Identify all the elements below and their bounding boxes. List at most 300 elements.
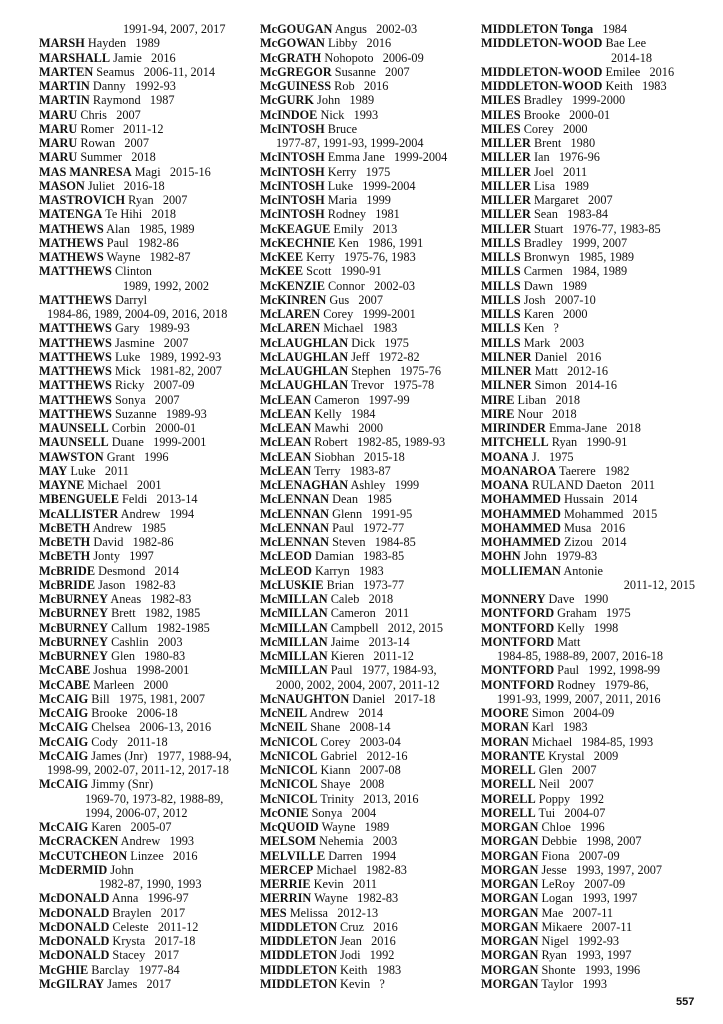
entry-details: Celeste 2011-12	[109, 919, 199, 934]
entry-details: Corey 2003-04	[317, 734, 401, 749]
entry-details: Mark 2003	[520, 335, 585, 350]
index-entry	[260, 792, 478, 806]
index-entry	[481, 720, 695, 734]
entry-details: Nohopoto 2006-09	[321, 50, 424, 65]
index-entry	[39, 250, 257, 264]
entry-surname: MATENGA	[39, 207, 103, 222]
entry-surname: MIRINDER	[481, 421, 546, 435]
index-entry	[481, 963, 695, 977]
entry-surname: MATTHEWS	[39, 335, 112, 350]
entry-surname: MILLS	[481, 278, 521, 293]
entry-surname: MILES	[481, 107, 521, 122]
index-entry	[481, 136, 695, 150]
index-entry	[260, 735, 478, 749]
index-entry	[260, 663, 478, 677]
index-entry-continuation: 1969-70, 1973-82, 1988-89,	[85, 791, 224, 806]
entry-surname: McQUOID	[260, 820, 319, 834]
index-entry	[481, 592, 695, 606]
index-entry	[260, 193, 478, 207]
entry-details: Susanne 2007	[331, 64, 410, 79]
entry-surname: MORGAN	[481, 862, 539, 877]
index-entry	[39, 948, 257, 962]
entry-details: Logan 1993, 1997	[538, 891, 638, 906]
entry-surname: MILLS	[481, 292, 521, 307]
entry-details: Ryan 1993, 1997	[538, 948, 632, 963]
index-entry	[481, 79, 695, 93]
index-entry	[39, 692, 257, 706]
entry-surname: McBRIDE	[39, 563, 96, 578]
index-entry	[39, 478, 257, 492]
entry-surname: McDONALD	[39, 934, 110, 948]
index-entry	[39, 293, 257, 307]
entry-details: Gabriel 2012-16	[317, 748, 408, 763]
entry-surname: McLEAN	[260, 435, 312, 450]
entry-surname: MILLER	[481, 136, 531, 150]
entry-details: Andrew 1994	[118, 506, 195, 521]
index-entry	[260, 336, 478, 350]
entry-surname: McCRACKEN	[39, 834, 119, 849]
entry-surname: MOHAMMED	[481, 492, 561, 507]
index-entry	[481, 521, 695, 535]
entry-surname: MORELL	[481, 805, 536, 820]
index-entry	[481, 635, 695, 649]
entry-details: Callum 1982-1985	[108, 620, 210, 635]
entry-surname: MILES	[481, 93, 521, 108]
entry-details: Dick 1975	[348, 335, 409, 350]
index-entry	[260, 207, 478, 221]
entry-details: Fiona 2007-09	[538, 848, 620, 863]
entry-surname: MORGAN	[481, 905, 539, 920]
entry-details: Nehemia 2003	[316, 834, 398, 849]
entry-surname: McCAIG	[39, 777, 89, 792]
entry-surname: MARSH	[39, 36, 85, 51]
entry-details: Darryl	[111, 292, 148, 307]
entry-details: Brooke 2006-18	[88, 706, 178, 720]
entry-details: Brooke 2000-01	[520, 107, 611, 122]
index-entry	[39, 849, 257, 863]
index-entry	[260, 321, 478, 335]
entry-details: Karen 2000	[520, 307, 588, 321]
entry-surname: McNAUGHTON	[260, 691, 350, 706]
entry-details: Jasmine 2007	[111, 335, 189, 350]
index-entry	[39, 51, 257, 65]
entry-details: Matt 2012-16	[531, 364, 609, 378]
entry-surname: MARTIN	[39, 93, 90, 108]
index-entry	[39, 535, 257, 549]
entry-details: Gary 1989-93	[111, 321, 190, 336]
entry-surname: MONTFORD	[481, 620, 555, 635]
entry-surname: McINTOSH	[260, 121, 325, 136]
entry-details: Andrew 2014	[307, 706, 383, 720]
entry-details: J. 1975	[528, 449, 574, 464]
entry-details: Corey 2000	[520, 121, 588, 136]
entry-details: Hussain 2014	[560, 492, 638, 507]
entry-surname: MILLER	[481, 164, 531, 179]
index-entry	[260, 720, 478, 734]
entry-details: Aneas 1982-83	[108, 592, 192, 606]
index-entry	[39, 521, 257, 535]
entry-details: Taerere 1982	[556, 463, 630, 478]
entry-details: John 1989	[313, 93, 375, 108]
entry-details: Jamie 2016	[110, 50, 176, 65]
entry-surname: McGREGOR	[260, 64, 332, 79]
entry-details: LeRoy 2007-09	[538, 877, 626, 891]
entry-surname: MIRE	[481, 392, 515, 407]
index-entry	[260, 378, 478, 392]
entry-details: Ryan 1990-91	[548, 435, 628, 450]
entry-details: John 1979-83	[520, 549, 598, 564]
index-entry-continuation: 2014-18	[611, 50, 652, 65]
entry-details: Neil 2007	[535, 777, 594, 792]
index-entry	[39, 136, 257, 150]
entry-details: Darren 1994	[325, 848, 397, 863]
index-entry	[260, 948, 478, 962]
entry-surname: McNICOL	[260, 748, 318, 763]
index-entry-continuation: 1998-99, 2002-07, 2011-12, 2017-18	[47, 763, 229, 777]
index-entry	[39, 336, 257, 350]
index-entry	[481, 350, 695, 364]
index-entry	[39, 393, 257, 407]
index-entry	[481, 877, 695, 891]
index-entry	[481, 321, 695, 335]
entry-surname: McCUTCHEON	[39, 848, 128, 863]
index-entry	[260, 649, 478, 663]
entry-details: Suzanne 1989-93	[111, 406, 207, 421]
index-entry	[39, 621, 257, 635]
entry-surname: MATTHEWS	[39, 364, 112, 378]
entry-surname: McLEAN	[260, 406, 312, 421]
entry-surname: MERRIE	[260, 877, 311, 891]
entry-details: Bruce	[324, 121, 358, 136]
entry-surname: MILLS	[481, 321, 521, 336]
entry-details: Antonie	[560, 563, 603, 578]
entry-surname: McCAIG	[39, 706, 89, 720]
index-entry	[481, 450, 695, 464]
entry-details: Luke 2011	[67, 463, 129, 478]
entry-details: Mick 1981-82, 2007	[111, 364, 222, 378]
entry-surname: McNEIL	[260, 706, 308, 720]
entry-surname: McMILLAN	[260, 649, 328, 663]
entry-details: Jeff 1972-82	[348, 349, 420, 364]
index-entry	[260, 450, 478, 464]
index-entry	[260, 293, 478, 307]
entry-details: Dawn 1989	[520, 278, 587, 293]
entry-details: RULAND Daeton 2011	[528, 478, 656, 492]
entry-details: Marleen 2000	[90, 677, 169, 692]
index-entry	[481, 906, 695, 920]
index-entry	[481, 22, 695, 36]
entry-surname: McLENNAN	[260, 535, 329, 549]
index-entry	[260, 250, 478, 264]
entry-surname: McBURNEY	[39, 592, 108, 606]
index-entry	[481, 293, 695, 307]
entry-details: Matt	[554, 634, 581, 649]
entry-details: Nigel 1992-93	[538, 934, 619, 948]
index-entry	[260, 706, 478, 720]
entry-surname: MORGAN	[481, 934, 539, 948]
entry-surname: MILLS	[481, 335, 521, 350]
entry-surname: MORGAN	[481, 948, 539, 963]
entry-surname: MIDDLETON	[260, 948, 337, 963]
index-entry	[260, 492, 478, 506]
index-entry	[481, 478, 695, 492]
index-entry	[481, 606, 695, 620]
entry-details: Terry 1983-87	[311, 463, 391, 478]
index-entry	[481, 663, 695, 677]
entry-details: Corbin 2000-01	[108, 421, 197, 435]
entry-details: Siobhan 2015-18	[311, 449, 405, 464]
entry-surname: MERRIN	[260, 891, 312, 906]
entry-details: Barclay 1977-84	[88, 962, 180, 977]
entry-surname: McLAREN	[260, 321, 321, 336]
entry-details: Emily 2013	[330, 221, 398, 236]
entry-details: Rodney 1981	[324, 207, 400, 222]
index-entry	[39, 920, 257, 934]
index-entry	[481, 549, 695, 563]
index-entry	[481, 792, 695, 806]
entry-surname: McKENZIE	[260, 278, 325, 293]
entry-details: Andrew 1993	[118, 834, 195, 849]
entry-surname: McBURNEY	[39, 634, 108, 649]
index-entry	[39, 720, 257, 734]
entry-details: Chelsea 2006-13, 2016	[88, 720, 212, 735]
entry-surname: MOORE	[481, 706, 529, 720]
index-entry	[481, 364, 695, 378]
entry-details: Karryn 1983	[311, 563, 384, 578]
entry-surname: MILLS	[481, 235, 521, 250]
index-entry	[481, 820, 695, 834]
entry-surname: McNICOL	[260, 763, 318, 777]
entry-details: Magi 2015-16	[131, 164, 211, 179]
index-entry	[260, 635, 478, 649]
entry-details: Seamus 2006-11, 2014	[93, 64, 216, 79]
entry-surname: McBETH	[39, 549, 91, 564]
entry-details: Zizou 2014	[560, 535, 627, 549]
entry-surname: McINTOSH	[260, 193, 325, 207]
entry-surname: MIDDLETON-WOOD	[481, 79, 603, 93]
index-entry	[481, 165, 695, 179]
entry-surname: McALLISTER	[39, 506, 119, 521]
index-entry-continuation: 1982-87, 1990, 1993	[99, 877, 202, 891]
entry-details: Bae Lee	[602, 36, 647, 51]
index-entry	[481, 806, 695, 820]
entry-surname: MATTHEWS	[39, 378, 112, 393]
page-number: 557	[676, 996, 695, 1008]
entry-surname: McBURNEY	[39, 606, 108, 621]
index-entry	[39, 492, 257, 506]
entry-details: Rodney 1979-86,	[554, 677, 649, 692]
index-entry	[481, 122, 695, 136]
index-entry	[260, 806, 478, 820]
entry-details: Joshua 1998-2001	[90, 663, 190, 678]
index-entry	[39, 635, 257, 649]
entry-details: James (Jnr) 1977, 1988-94,	[88, 748, 232, 763]
index-entry	[39, 934, 257, 948]
index-entry	[260, 464, 478, 478]
entry-details: Emma-Jane 2018	[545, 421, 641, 435]
entry-details: Margaret 2007	[530, 193, 613, 207]
index-entry	[260, 863, 478, 877]
entry-surname: MATTHEWS	[39, 392, 112, 407]
index-entry	[260, 264, 478, 278]
entry-details: Karen 2005-07	[88, 820, 172, 834]
index-entry	[481, 934, 695, 948]
entry-details: Ricky 2007-09	[111, 378, 195, 393]
entry-details: Andrew 1985	[90, 520, 167, 535]
entry-details: Musa 2016	[560, 520, 626, 535]
index-entry	[260, 849, 478, 863]
entry-details: Jodi 1992	[336, 948, 395, 963]
entry-surname: McLAUGHLAN	[260, 378, 349, 393]
index-entry	[481, 564, 695, 578]
entry-details: Steven 1984-85	[329, 535, 416, 549]
entry-details: Shonte 1993, 1996	[538, 962, 641, 977]
index-entry	[260, 906, 478, 920]
entry-surname: MOLLIEMAN	[481, 563, 561, 578]
entry-surname: McBRIDE	[39, 577, 96, 592]
entry-details: Kieren 2011-12	[327, 649, 414, 663]
index-entry	[39, 193, 257, 207]
entry-surname: MILLER	[481, 221, 531, 236]
entry-details: Trinity 2013, 2016	[317, 791, 419, 806]
entry-surname: MILLER	[481, 207, 531, 222]
index-entry	[39, 179, 257, 193]
entry-surname: MONTFORD	[481, 677, 555, 692]
entry-surname: McMILLAN	[260, 606, 328, 621]
entry-surname: MORELL	[481, 777, 536, 792]
entry-surname: MATTHEWS	[39, 292, 112, 307]
index-entry	[481, 977, 695, 991]
index-entry	[481, 378, 695, 392]
entry-details: Cameron 2011	[327, 606, 410, 621]
index-entry-continuation: 1984-85, 1988-89, 2007, 2016-18	[497, 649, 663, 663]
entry-surname: McLAUGHLAN	[260, 364, 349, 378]
index-entry	[260, 592, 478, 606]
index-entry	[260, 606, 478, 620]
entry-details: Michael 1983	[320, 321, 398, 336]
entry-details: Ian 1976-96	[530, 150, 600, 165]
entry-surname: McLENAGHAN	[260, 478, 349, 492]
entry-details: Jesse 1993, 1997, 2007	[538, 862, 663, 877]
entry-details: Hayden 1989	[84, 36, 160, 51]
index-entry	[481, 193, 695, 207]
entry-surname: McLUSKIE	[260, 577, 324, 592]
entry-surname: McLENNAN	[260, 492, 329, 507]
entry-surname: MIDDLETON-WOOD	[481, 36, 603, 51]
entry-surname: MOANAROA	[481, 463, 557, 478]
entry-surname: McCABE	[39, 663, 91, 678]
entry-surname: MATTHEWS	[39, 321, 112, 336]
index-entry	[481, 891, 695, 905]
entry-details: Anna 1996-97	[109, 891, 189, 906]
entry-surname: McBURNEY	[39, 620, 108, 635]
entry-surname: McDONALD	[39, 905, 110, 920]
index-entry	[260, 934, 478, 948]
entry-surname: MONTFORD	[481, 663, 555, 678]
index-entry	[39, 364, 257, 378]
index-entry	[260, 920, 478, 934]
entry-surname: MELVILLE	[260, 848, 326, 863]
index-entry	[481, 36, 695, 50]
entry-surname: MONTFORD	[481, 606, 555, 621]
index-entry	[260, 79, 478, 93]
entry-surname: McLAUGHLAN	[260, 349, 349, 364]
index-entry	[481, 735, 695, 749]
index-entry	[481, 464, 695, 478]
entry-surname: McKINREN	[260, 292, 327, 307]
index-entry	[260, 977, 478, 991]
entry-details: Grant 1996	[103, 449, 169, 464]
entry-details: Carmen 1984, 1989	[520, 264, 628, 279]
entry-surname: McINTOSH	[260, 207, 325, 222]
index-entry	[260, 891, 478, 905]
index-entry	[481, 507, 695, 521]
index-entry	[39, 891, 257, 905]
entry-surname: McONIE	[260, 805, 309, 820]
entry-details: Juliet 2016-18	[84, 178, 165, 193]
index-entry	[39, 578, 257, 592]
index-entry	[481, 863, 695, 877]
entry-surname: MARU	[39, 136, 78, 150]
index-column-2	[260, 22, 478, 991]
entry-surname: McLEAN	[260, 421, 312, 435]
entry-details: Clinton	[111, 264, 152, 279]
index-entry	[481, 93, 695, 107]
entry-surname: MILLER	[481, 178, 531, 193]
index-entry	[481, 264, 695, 278]
index-entry	[39, 464, 257, 478]
index-entry	[481, 920, 695, 934]
entry-details: Nour 2018	[514, 406, 577, 421]
entry-details: Simon 2004-09	[528, 706, 615, 720]
entry-details: Bradley 1999-2000	[520, 93, 626, 108]
index-entry	[39, 321, 257, 335]
index-entry-continuation: 1991-93, 1999, 2007, 2011, 2016	[497, 691, 661, 706]
entry-surname: MARU	[39, 107, 78, 122]
entry-surname: McGOUGAN	[260, 22, 333, 36]
entry-surname: McCAIG	[39, 820, 89, 834]
entry-details: Keith 1983	[602, 79, 667, 93]
index-entry	[260, 478, 478, 492]
entry-surname: McLEAN	[260, 392, 312, 407]
entry-surname: McLEOD	[260, 549, 312, 564]
index-entry	[39, 549, 257, 563]
index-entry	[260, 421, 478, 435]
index-entry	[481, 421, 695, 435]
entry-details: Wayne 1989	[318, 820, 390, 834]
index-column-3	[481, 22, 695, 991]
entry-details: Dean 1985	[329, 492, 392, 507]
index-entry	[39, 777, 257, 791]
index-entry	[481, 222, 695, 236]
entry-details: Paul 1977, 1984-93,	[327, 663, 437, 678]
entry-details: Jimmy (Snr)	[88, 777, 154, 792]
entry-surname: MITCHELL	[481, 435, 549, 450]
entry-details: Kelly 1984	[311, 406, 376, 421]
entry-surname: MASON	[39, 178, 85, 193]
index-entry	[481, 250, 695, 264]
index-entry	[260, 407, 478, 421]
entry-surname: McCAIG	[39, 734, 89, 749]
entry-details: Kerry 1975-76, 1983	[303, 250, 416, 264]
entry-details: John	[107, 862, 134, 877]
index-entry	[39, 820, 257, 834]
entry-surname: McBETH	[39, 535, 91, 549]
index-entry	[260, 564, 478, 578]
index-entry	[260, 507, 478, 521]
entry-surname: MATHEWS	[39, 250, 104, 264]
index-entry	[39, 977, 257, 991]
